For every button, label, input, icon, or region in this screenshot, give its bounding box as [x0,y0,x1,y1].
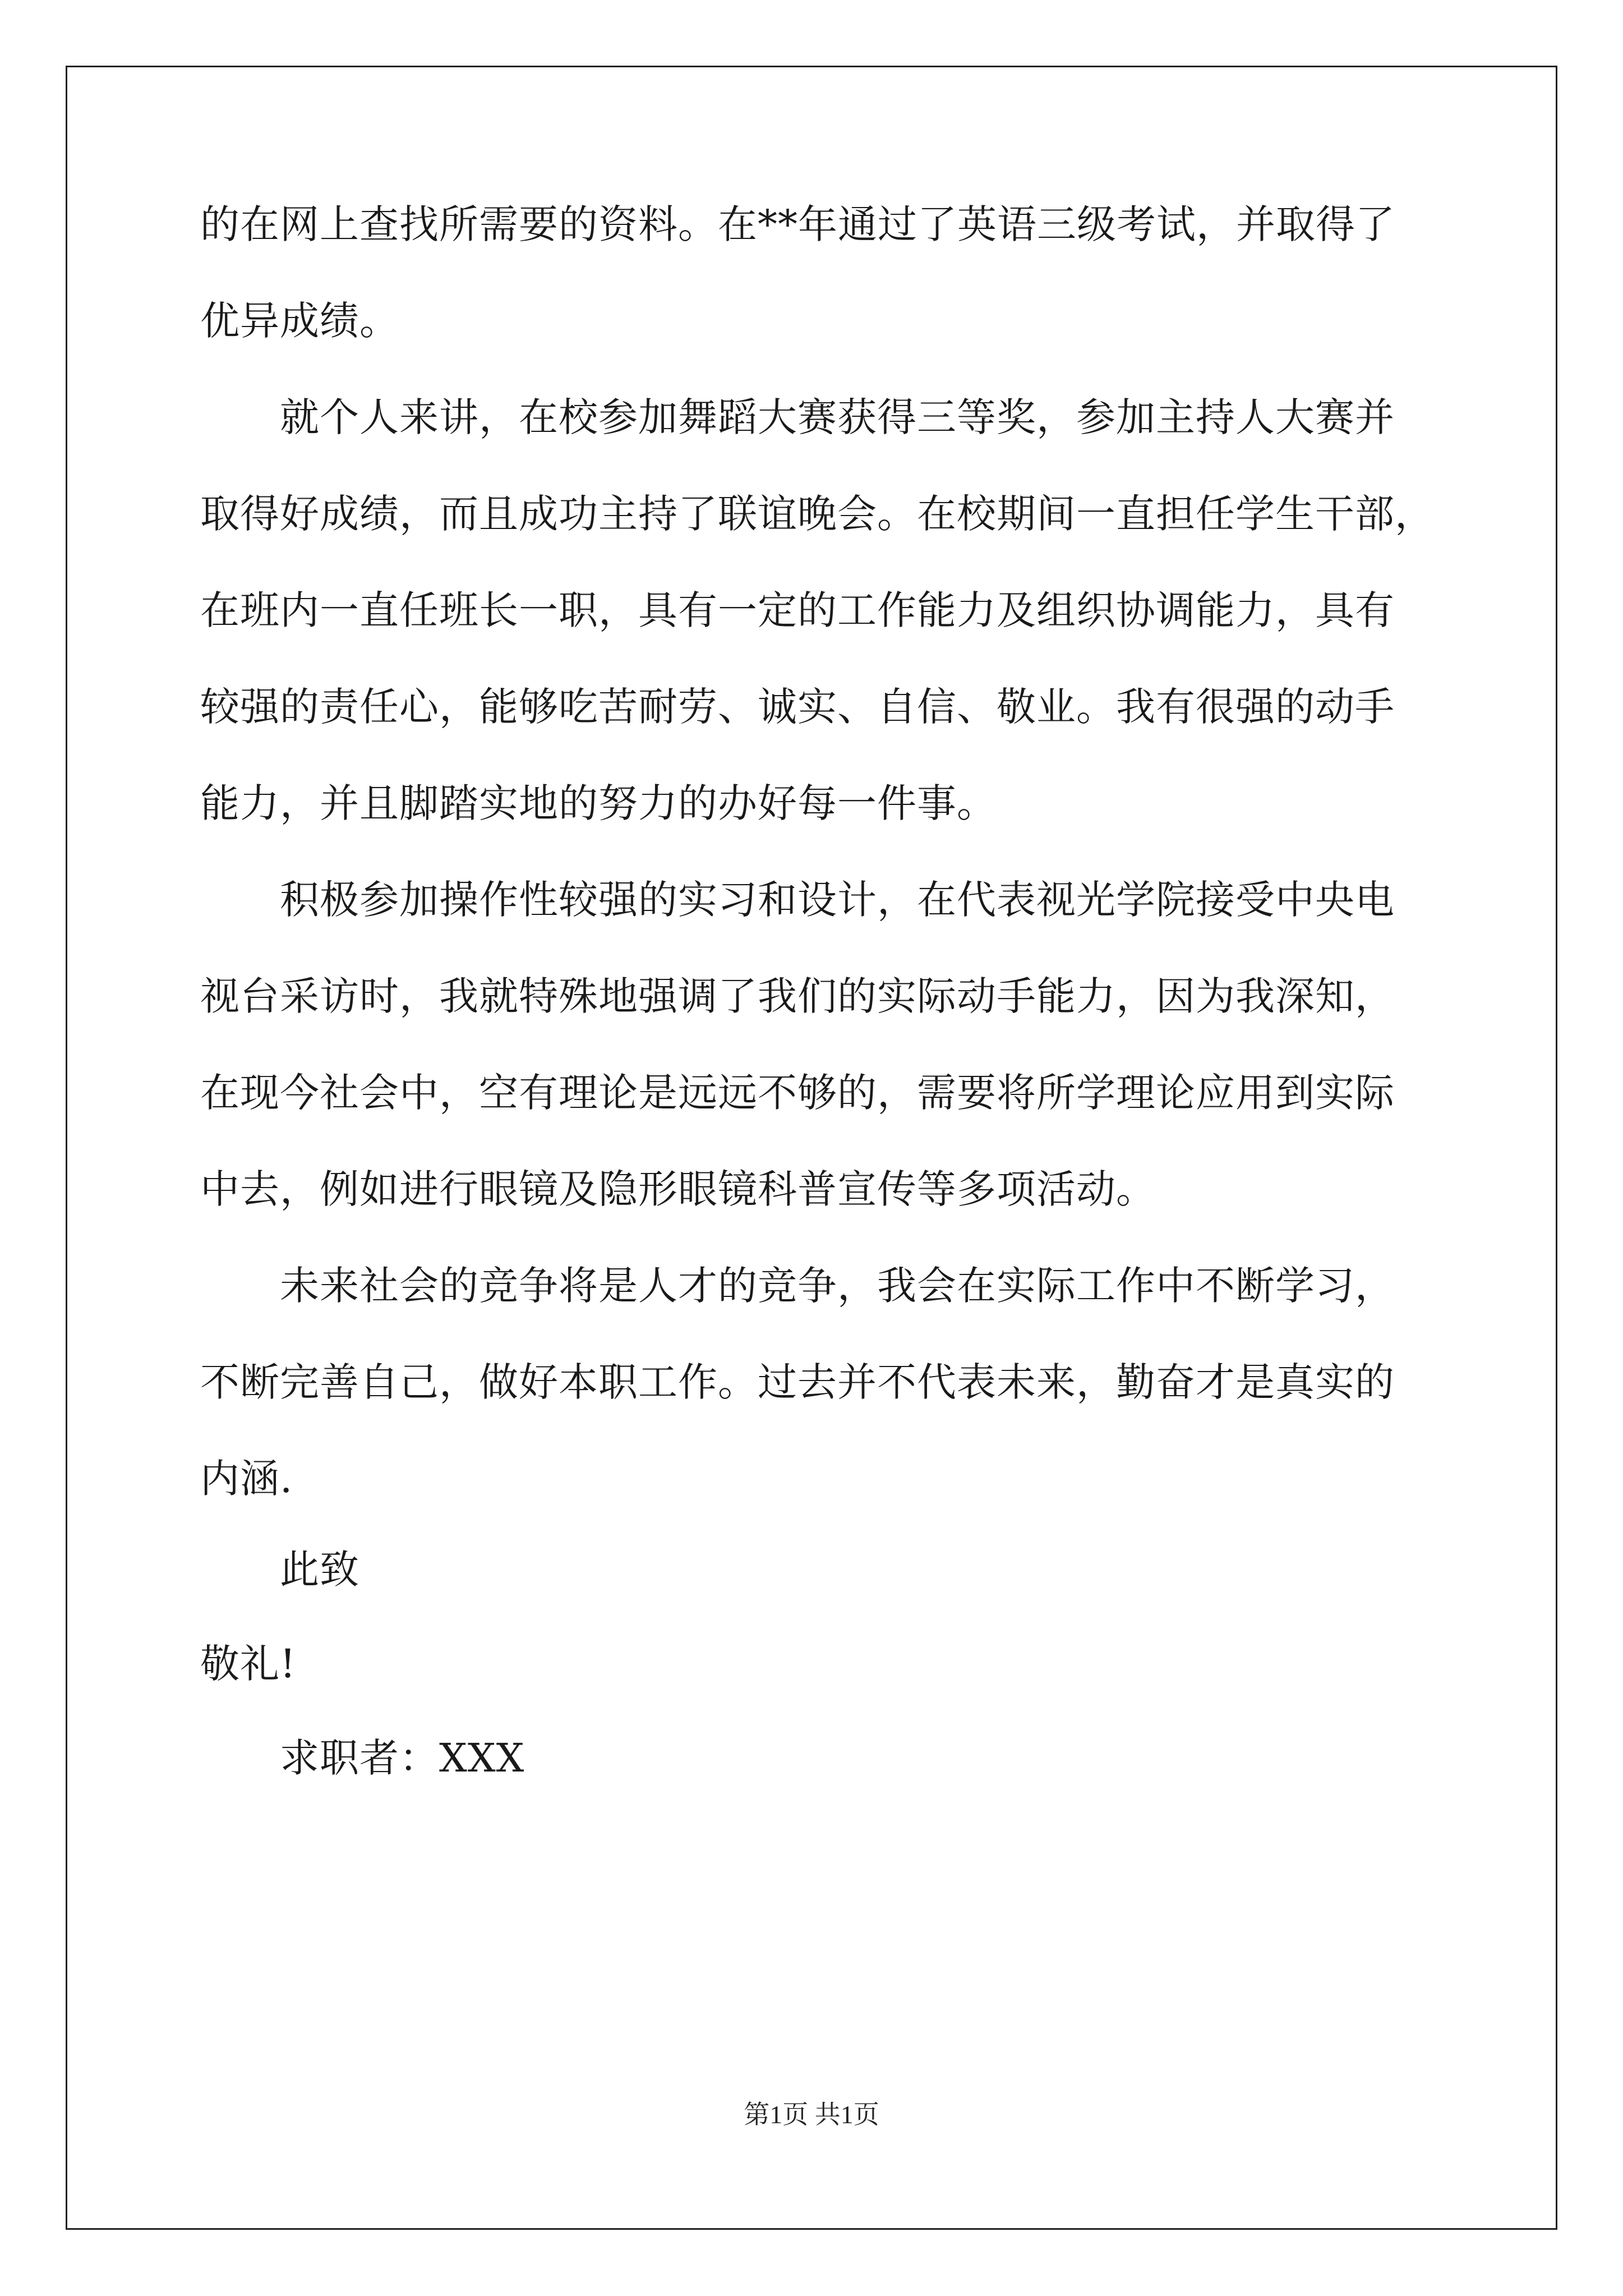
paragraph-line: 不断完善自己，做好本职工作。过去并不代表未来，勤奋才是真实的 [200,1359,1395,1405]
signature-line: 求职者：XXX [280,1735,525,1781]
paragraph-line: 在现今社会中，空有理论是远远不够的，需要将所学理论应用到实际 [200,1070,1395,1116]
paragraph-line: 积极参加操作性较强的实习和设计，在代表视光学院接受中央电 [280,877,1395,923]
paragraph-line: 较强的责任心，能够吃苦耐劳、诚实、自信、敬业。我有很强的动手 [200,684,1395,730]
paragraph-line: 就个人来讲，在校参加舞蹈大赛获得三等奖，参加主持人大赛并 [280,394,1395,440]
paragraph-line: 的在网上查找所需要的资料。在**年通过了英语三级考试，并取得了 [200,201,1395,247]
paragraph-line: 取得好成绩，而且成功主持了联谊晚会。在校期间一直担任学生干部， [200,491,1435,537]
paragraph-line: 优异成绩。 [200,298,399,344]
paragraph-line: 在班内一直任班长一职，具有一定的工作能力及组织协调能力，具有 [200,587,1395,633]
paragraph-line: 视台采访时，我就特殊地强调了我们的实际动手能力，因为我深知， [200,973,1395,1019]
paragraph-line: 内涵. [200,1456,293,1502]
page-footer: 第1页 共1页 [744,2100,879,2129]
closing-respect: 敬礼! [200,1641,297,1687]
paragraph-line: 中去，例如进行眼镜及隐形眼镜科普宣传等多项活动。 [200,1166,1156,1212]
paragraph-line: 能力，并且脚踏实地的努力的办好每一件事。 [200,780,997,826]
paragraph-line: 未来社会的竞争将是人才的竞争，我会在实际工作中不断学习， [280,1263,1395,1309]
closing-salutation: 此致 [280,1547,359,1593]
